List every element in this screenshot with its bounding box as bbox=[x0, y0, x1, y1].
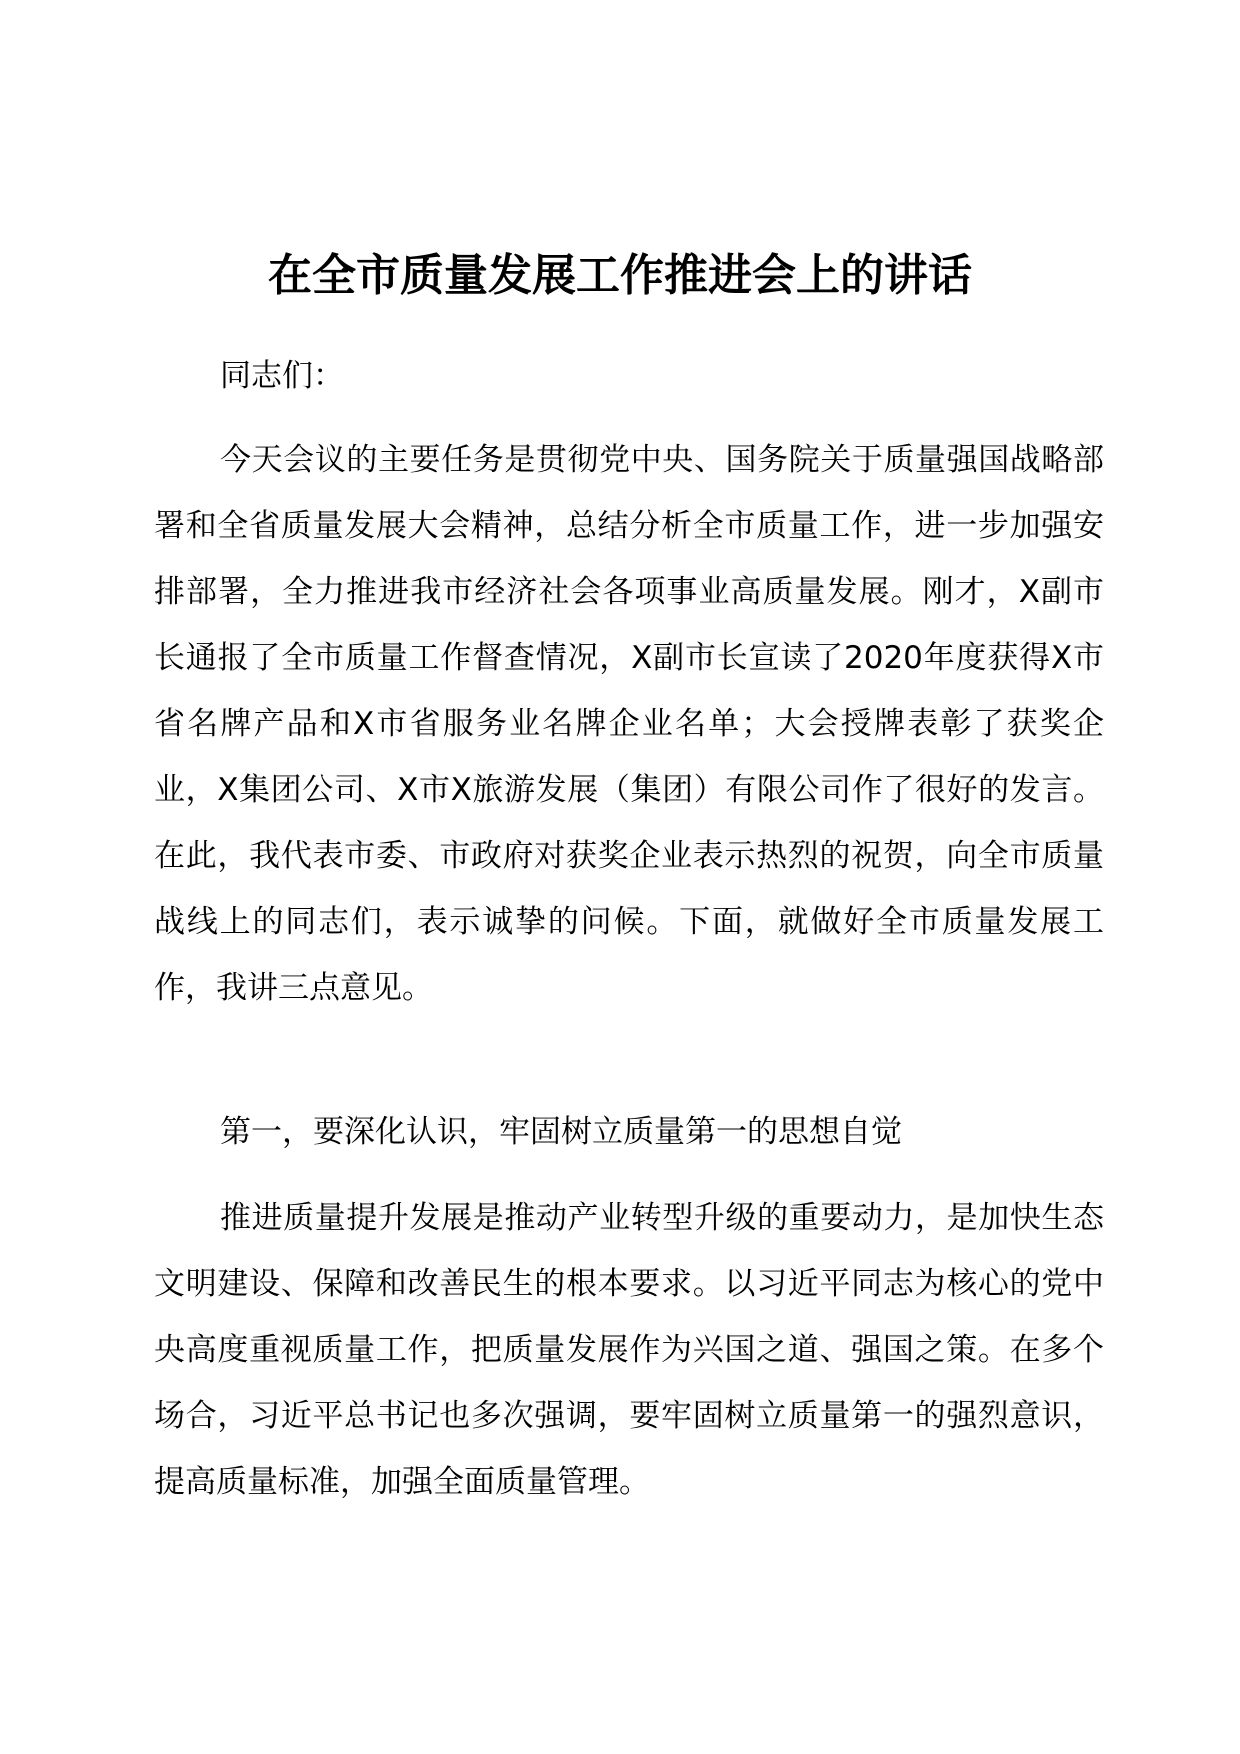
paragraph-first-section: 推进质量提升发展是推动产业转型升级的重要动力，是加快生态文明建设、保障和改善民生的根本要求。以习近平同志为核心的党中央高度重视质量工作，把质量发展作为兴国之道、强国之策。在多个场合，习近平总书记也多次强调，要牢固树立质量第一的强烈意识，提高质量标准，加强全面质量管理。 bbox=[154, 1200, 1104, 1500]
paragraph-intro: 今天会议的主要任务是贯彻党中央、国务院关于质量强国战略部署和全省质量发展大会精神，总结分析全市质量工作，进一步加强安排部署，全力推进我市经济社会各项事业高质量发展。刚才，X副市长通报了全市质量工作督查情况，X副市长宣读了2020年度获得X市省名牌产品和X市省服务业名牌企业名单；大会授牌表彰了获奖企业，X集团公司、X市X旅游发展（集团）有限公司作了很好的发言。在此，我代表市委、市政府对获奖企业表示热烈的祝贺，向全市质量战线上的同志们，表示诚挚的问候。下面，就做好全市质量发展工作，我讲三点意见。 bbox=[154, 442, 1104, 1006]
document-title: 在全市质量发展工作推进会上的讲话 bbox=[268, 250, 972, 301]
section-heading-first: 第一，要深化认识，牢固树立质量第一的思想自觉 bbox=[220, 1114, 902, 1150]
salutation: 同志们： bbox=[220, 358, 344, 394]
